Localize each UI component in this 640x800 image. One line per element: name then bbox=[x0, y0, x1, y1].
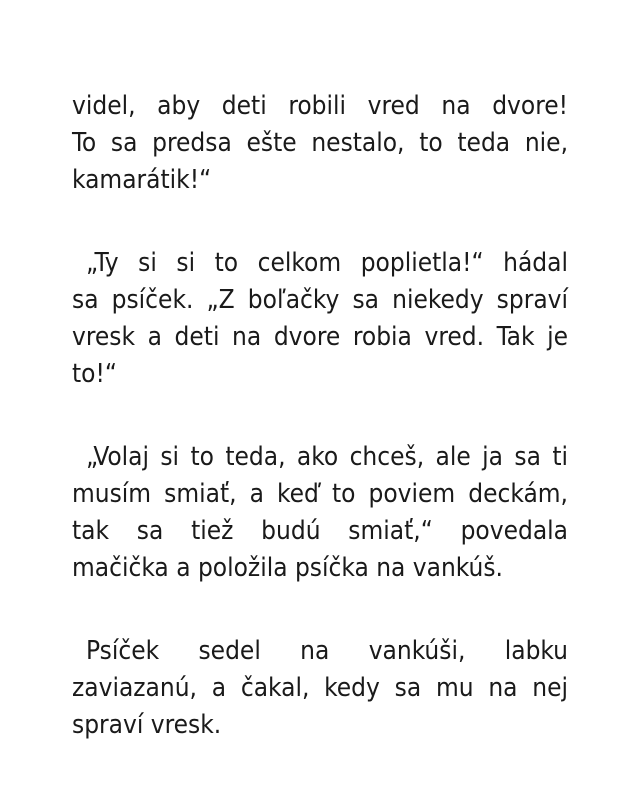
text-line: To sa predsa ešte nestalo, to teda nie, bbox=[72, 128, 568, 158]
text-line: spraví vresk. bbox=[72, 710, 222, 740]
text-line: „Volaj si to teda, ako chceš, ale ja sa ti bbox=[86, 442, 568, 472]
paragraph-4 bbox=[72, 633, 568, 744]
text-line: videl, aby deti robili vred na dvore! bbox=[72, 91, 568, 121]
paragraph-1 bbox=[72, 88, 568, 199]
text-line: sa psíček. „Z boľačky sa niekedy spraví bbox=[72, 285, 568, 315]
paragraph-3 bbox=[72, 439, 568, 587]
text-line: kamarátik!“ bbox=[72, 165, 212, 195]
text-line: Psíček sedel na vankúši, labku bbox=[86, 636, 568, 666]
text-line: „Ty si si to celkom poplietla!“ hádal bbox=[86, 248, 568, 278]
text-line: musím smiať, a keď to poviem deckám, bbox=[72, 479, 568, 509]
text-line: to!“ bbox=[72, 359, 117, 389]
text-line: tak sa tiež budú smiať,“ povedala bbox=[72, 516, 568, 546]
text-line: mačička a položila psíčka na vankúš. bbox=[72, 553, 503, 583]
text-line: zaviazanú, a čakal, kedy sa mu na nej bbox=[72, 673, 568, 703]
text-line: vresk a deti na dvore robia vred. Tak je bbox=[72, 322, 568, 352]
page-text bbox=[72, 88, 568, 790]
paragraph-2 bbox=[72, 245, 568, 393]
